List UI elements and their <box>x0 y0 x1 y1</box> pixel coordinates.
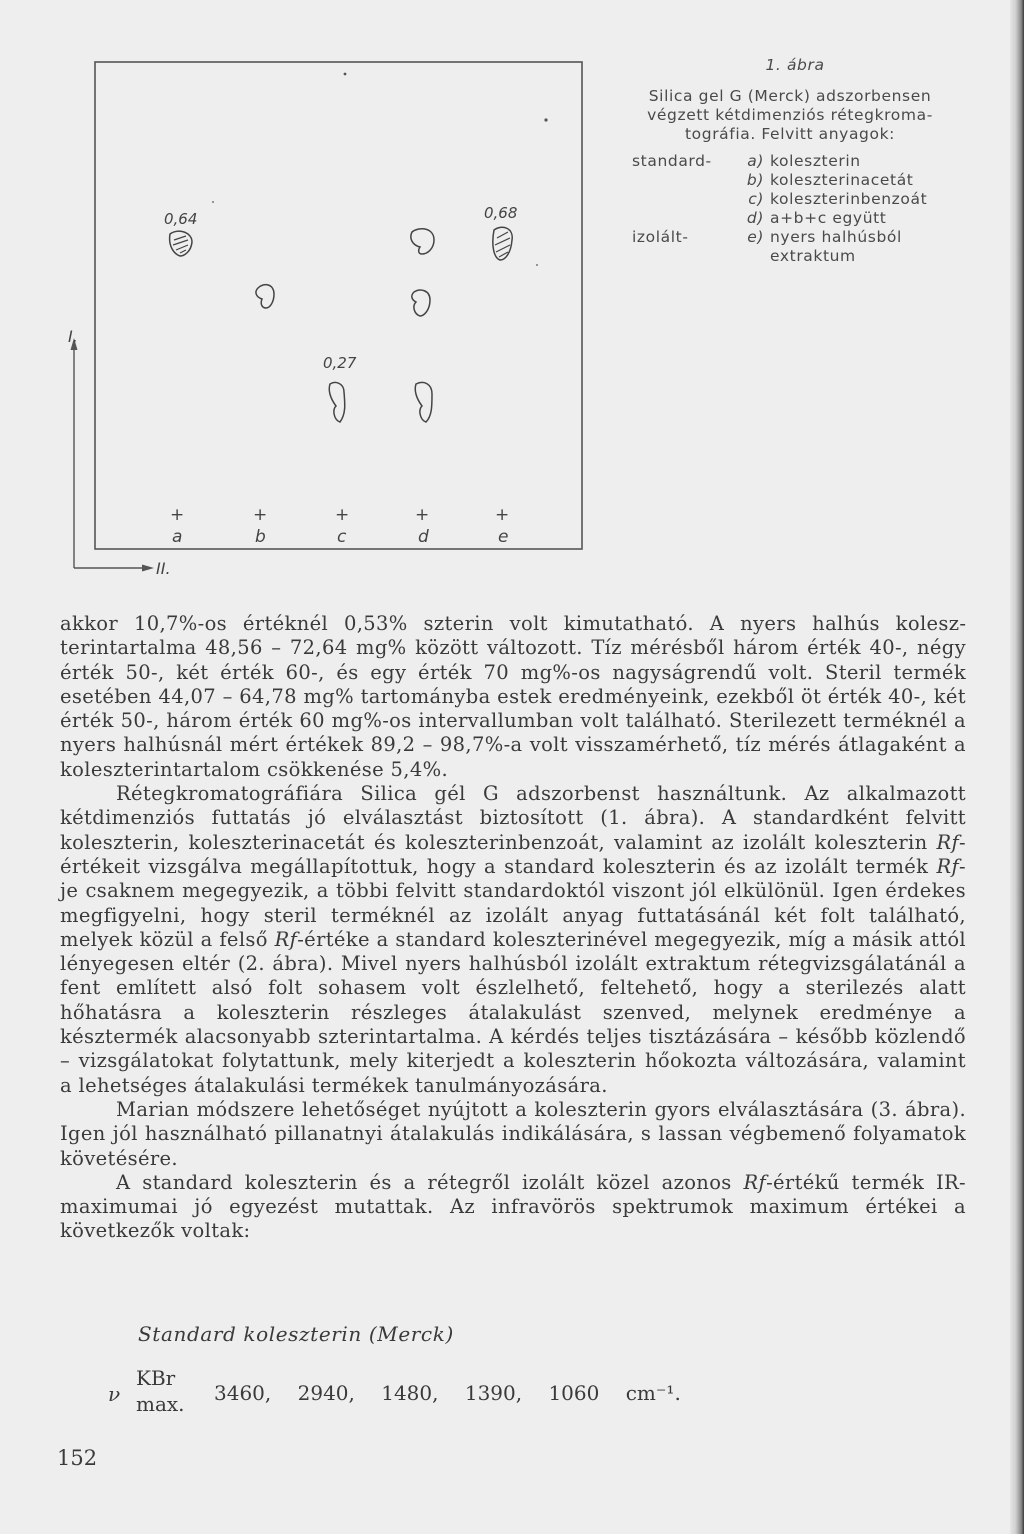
rf-term: Rf <box>936 830 960 854</box>
legend-row <box>600 190 927 209</box>
tlc-plate <box>95 62 582 549</box>
legend-key <box>734 247 770 266</box>
spot-c-upper <box>411 229 434 254</box>
legend-key: b) <box>746 171 764 189</box>
caption-legend <box>600 152 927 266</box>
origin-mark-b: + <box>253 505 268 525</box>
legend-key: d) <box>746 209 764 227</box>
legend-group <box>600 209 734 228</box>
rf-label-d: 0,68 <box>484 204 518 222</box>
legend-group: standard- <box>632 152 712 170</box>
lane-label-d: d <box>418 527 429 547</box>
paragraph <box>60 1171 966 1244</box>
rf-label-a: 0,64 <box>164 210 198 228</box>
legend-row <box>600 247 927 266</box>
axis-horizontal-arrow <box>142 565 154 572</box>
legend-text: a+b+c együtt <box>770 209 887 227</box>
rf-term: Rf <box>936 854 960 878</box>
lane-label-b: b <box>255 527 266 547</box>
legend-row <box>600 152 927 171</box>
ir-values: 3460, 2940, 1480, 1390, 1060 cm⁻¹. <box>214 1381 681 1405</box>
spot-e-lower <box>415 382 432 422</box>
text-run: Rétegkromatográfiára Silica gél G adszorbenst használtunk. Az alkalmazott kétdimenziós futtatás jó elválasztást biztosított (1. ábra). A standardként felvitt koleszterin, koleszterinacetát és koleszterinbenzoát, valamint az izolált koleszterin <box>60 782 966 854</box>
chromatogram-figure <box>0 0 600 590</box>
text-run: -értékű termék IR-maximumai jó egyezést mutattak. Az infravörös spektrumok maximum értékei a következők voltak: <box>60 1170 966 1243</box>
spot-e-upper <box>412 290 430 316</box>
legend-row <box>600 171 927 190</box>
rf-label-c: 0,27 <box>323 354 357 372</box>
text-run: A standard koleszterin és a rétegről izolált közel azonos <box>116 1170 744 1194</box>
page-edge <box>1010 0 1024 1534</box>
axis-label-vertical: I. <box>68 327 78 346</box>
speck <box>212 201 214 203</box>
legend-key: a) <box>747 152 764 170</box>
spot-a <box>170 231 192 256</box>
legend-group: izolált- <box>632 228 689 246</box>
body-text <box>60 612 966 1244</box>
speck <box>536 264 538 266</box>
rf-term: Rf <box>743 1170 767 1194</box>
legend-text: koleszterinbenzoát <box>770 190 928 208</box>
origin-mark-d: + <box>415 505 430 525</box>
paragraph <box>60 782 966 1098</box>
legend-group <box>600 247 734 266</box>
legend-row <box>600 209 927 228</box>
kbr-label: KBr <box>136 1366 176 1390</box>
origin-mark-e: + <box>495 505 510 525</box>
axis-label-horizontal: II. <box>156 559 171 578</box>
caption-description <box>600 87 980 144</box>
legend-group <box>600 171 734 190</box>
nu-symbol: ν <box>108 1382 121 1406</box>
max-label: max. <box>136 1392 185 1416</box>
legend-group <box>600 190 734 209</box>
rf-term: Rf <box>274 927 298 951</box>
lane-label-a: a <box>172 527 183 547</box>
caption-line: Silica gel G (Merck) adszorbensen <box>648 87 932 105</box>
legend-text: nyers halhúsból <box>770 228 902 246</box>
spot-d <box>493 227 512 260</box>
paragraph: Marian módszere lehetőséget nyújtott a koleszterin gyors elválasztására (3. ábra). Igen jól használható pillanatnyi átalakulás indikálására, s lassan végbemenő folyamatok követésére. <box>60 1097 966 1170</box>
speck <box>344 73 347 76</box>
legend-text: koleszterinacetát <box>770 171 914 189</box>
legend-row <box>600 228 927 247</box>
caption-line: tográfia. Felvitt anyagok: <box>685 125 895 143</box>
origin-marks <box>170 505 509 525</box>
ir-title: Standard koleszterin (Merck) <box>138 1322 454 1346</box>
figure-caption <box>600 56 980 266</box>
spot-b <box>256 285 274 308</box>
lane-labels <box>172 527 508 547</box>
legend-key: e) <box>747 228 764 246</box>
chromatogram-svg <box>0 0 600 590</box>
lane-label-e: e <box>498 527 509 547</box>
page-number: 152 <box>57 1446 98 1470</box>
text-run: -értékeit vizsgálva megállapítottuk, hogy a standard koleszterin és az izolált termék <box>60 830 966 878</box>
caption-line: végzett kétdimenziós rétegkroma- <box>647 106 933 124</box>
legend-text: extraktum <box>770 247 856 265</box>
paragraph: akkor 10,7%-os értéknél 0,53% szterin volt kimutatható. A nyers halhús koleszterintartalma 48,56 – 72,64 mg% között változott. Tíz mérésből három érték 40-, négy érték 50-, két érték 60-, és egy érték 70 mg%-os nagyságrendű volt. Steril termék esetében 44,07 – 64,78 mg% tartományba estek eredményeink, ezekből öt érték 40-, két érték 50-, három érték 60 mg%-os intervallumban volt található. Sterilezett terméknél a nyers halhúsnál mért értékek 89,2 – 98,7%-a volt visszamérhető, tíz mérés átlagaként a koleszterintartalom csökkenése 5,4%. <box>60 612 966 781</box>
caption-title: 1. ábra <box>765 56 825 74</box>
spot-c-lower <box>329 382 345 422</box>
origin-mark-c: + <box>335 505 350 525</box>
lane-label-c: c <box>337 527 347 547</box>
origin-mark-a: + <box>170 505 185 525</box>
legend-text: koleszterin <box>770 152 861 170</box>
text-run: -je csaknem megegyezik, a többi felvitt standardoktól viszont jól elkülönül. Igen érdekes megfigyelni, hogy steril terméknél az izolált anyag futtatásánál két folt található, melyek közül a felső <box>60 854 966 951</box>
speck <box>544 118 547 121</box>
legend-key: c) <box>748 190 764 208</box>
text-run: -értéke a standard koleszterinével megegyezik, míg a másik attól lényegesen eltér (2. ábra). Mivel nyers halhúsból izolált extraktum rétegvizsgálatánál a fent említett alsó folt sohasem volt észlelhető, feltehető, hogy a sterilezés alatt hőhatásra a koleszterin részleges átalakulást szenved, melynek eredménye a késztermék alacsonyabb szterintartalma. A kérdés teljes tisztázására – később közlendő – vizsgálatokat folytattunk, mely kiterjedt a koleszterin hőokozta változására, valamint a lehetséges átalakulási termékek tanulmányozására. <box>60 927 966 1097</box>
